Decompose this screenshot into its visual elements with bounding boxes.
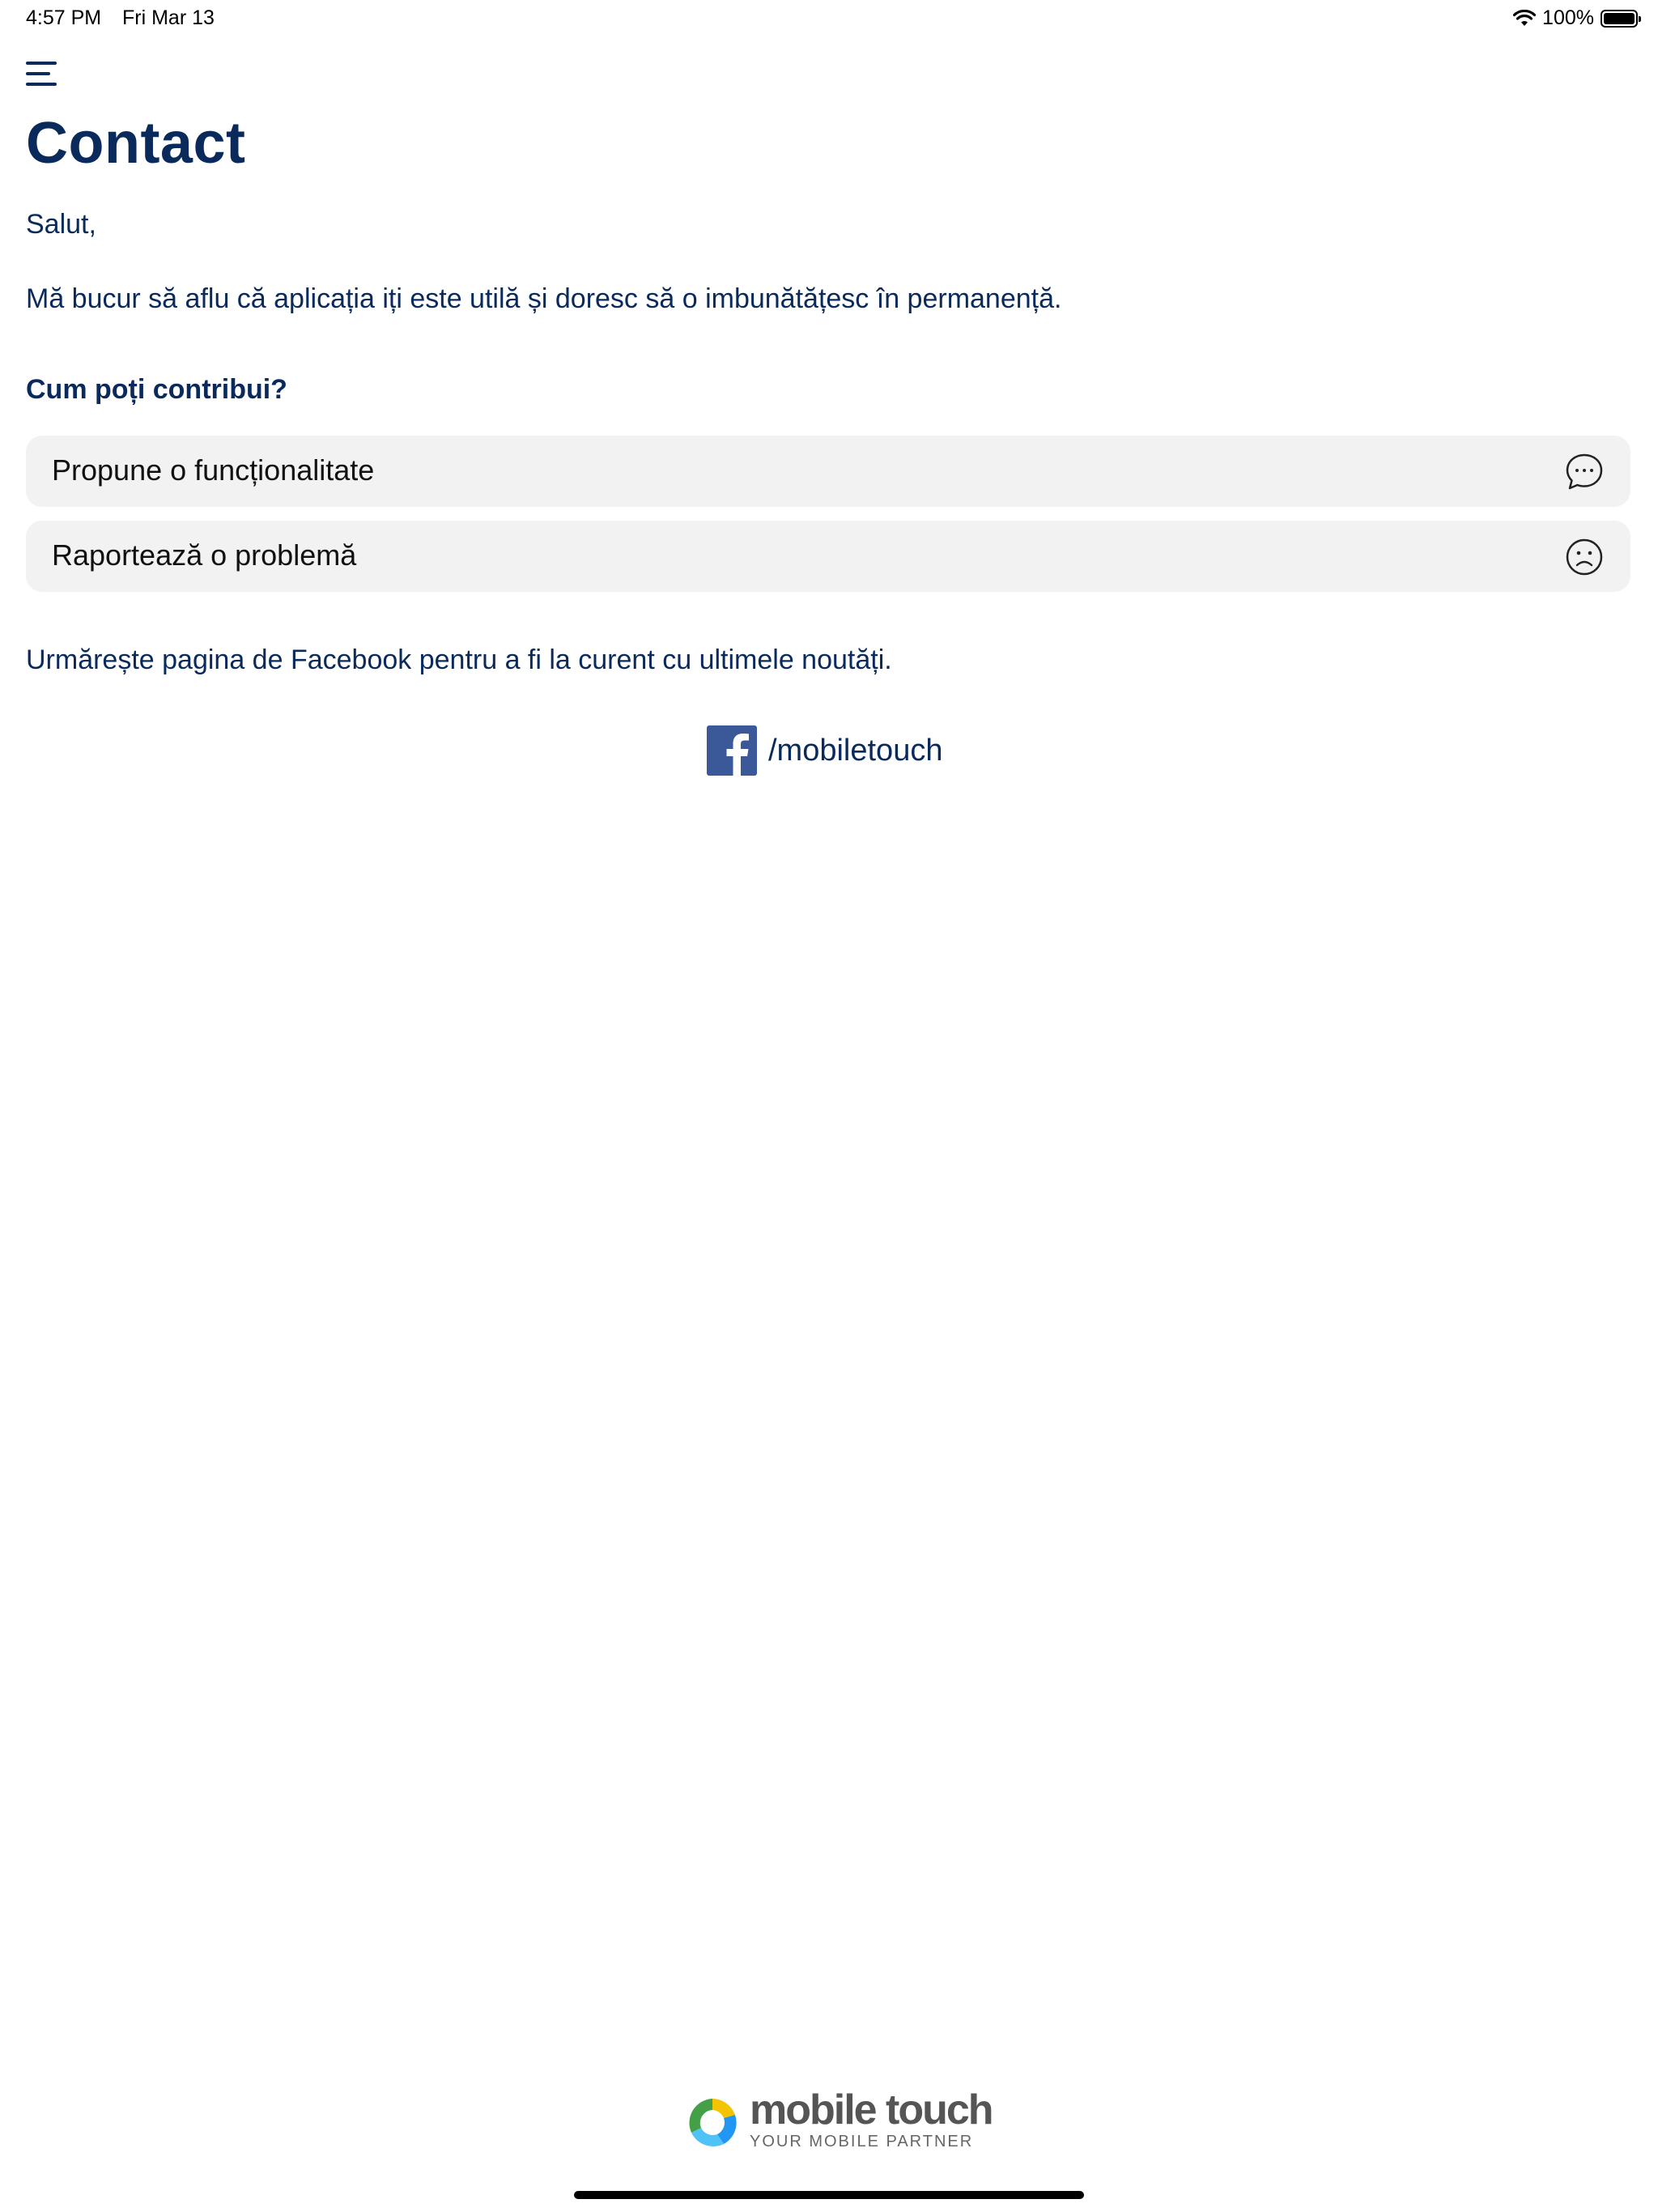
speech-bubble-icon — [1564, 452, 1605, 492]
facebook-handle: /mobiletouch — [768, 733, 943, 768]
logo-mark-icon — [683, 2094, 742, 2152]
suggest-feature-button[interactable] — [26, 436, 1630, 507]
status-indicators — [1513, 6, 1638, 30]
mobile-touch-logo — [683, 2087, 993, 2155]
report-problem-label: Raportează o problemă — [52, 538, 357, 572]
sad-face-icon — [1564, 537, 1605, 577]
brand-tagline: YOUR MOBILE PARTNER — [750, 2133, 974, 2150]
facebook-icon — [707, 725, 757, 776]
page-title: Contact — [26, 111, 246, 176]
facebook-link[interactable] — [707, 725, 942, 776]
battery-percent: 100% — [1542, 6, 1594, 29]
contribute-heading: Cum poți contribui? — [26, 374, 287, 405]
greeting-text: Salut, — [26, 209, 96, 240]
status-date: Fri Mar 13 — [122, 6, 215, 29]
facebook-note: Urmărește pagina de Facebook pentru a fi la curent cu ultimele noutăți. — [26, 644, 892, 675]
status-bar — [0, 0, 1658, 39]
report-problem-button[interactable] — [26, 521, 1630, 592]
brand-name: mobile touch — [750, 2087, 993, 2133]
home-indicator[interactable] — [574, 2191, 1084, 2199]
status-time: 4:57 PM — [26, 6, 102, 29]
battery-icon — [1601, 10, 1638, 28]
hamburger-menu-icon[interactable] — [26, 58, 58, 91]
wifi-icon — [1513, 10, 1536, 28]
intro-text: Mă bucur să aflu că aplicația iți este utilă și doresc să o imbunătățesc în permanență. — [26, 283, 1062, 314]
suggest-feature-label: Propune o funcționalitate — [52, 453, 375, 487]
